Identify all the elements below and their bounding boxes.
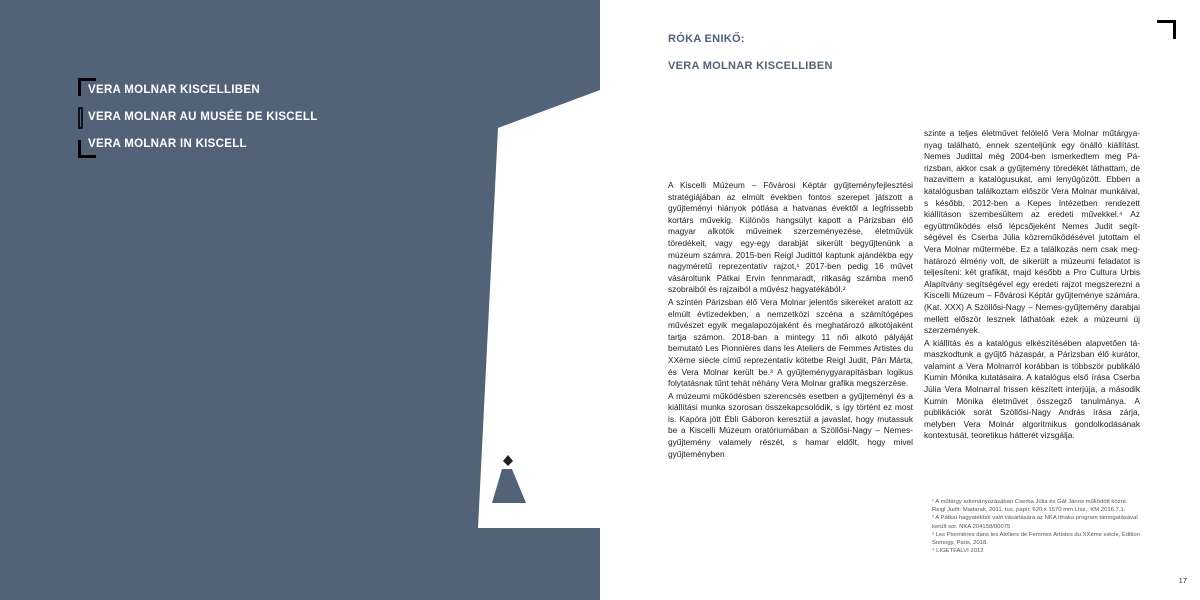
paragraph: szinte a teljes életművet felölelő Vera Molnar műtárgyanyag található, ennek szenteljünk egy önálló kiállítást. Nemes Judittal még 2004-ben ismerkedtem meg Párizsban, akkor csak a gyűjtemény töredékét láthattam, de hazavittem a katalógusukat, ami lenyűgözött. Ebben a katalógusban találkoztam először Vera Molnar munkáival, s később, 2012-ben a Kepes Intézetben rendezett kiállításon szembesültem az eredeti művekkel.⁴ Az együttműködés első lépcsőjeként Nemes Judit segítségével és Cserba Júlia közreműködésével jutottam el Vera Molnar műtermébe. Ez a találkozás nem csak meghatározó élmény volt, de sikerült a múzeumi feladatot is teljesíteni: két grafikát, majd később a Pro Cultura Urbis Alapítvány segítségével egy eredeti rajzot megszerezni a Kiscelli Múzeum – Fővárosi Képtár gyűjteménye számára. (Kat. XXX) A Szöllősi-Nagy – Nemes-gyűjtemény darabjai mellett először lesznek láthatóak ezek a múzeumi új szerzemények. [924, 128, 1140, 336]
corner-mark-icon [1156, 20, 1176, 40]
footnote: ⁴ LIGETFALVI 2012 [932, 548, 984, 555]
page-number: 17 [1178, 576, 1187, 585]
footnote: ³ Les Pionnières dans les Ateliers de Femmes Artistes du XXème siècle, Édition Somogy, Paris, 2018. [932, 531, 1140, 547]
bracket-middle-icon [78, 107, 84, 129]
right-page [600, 0, 1200, 600]
footnote: ¹ A műtárgy adományozásában Cserba Júlia és Gát János működött közre. Reigl Judit: Madarak, 2011, tus, papír, 620 x 1570 mm Ltsz.: KM 2016.7.1. [932, 499, 1128, 514]
text-column-1 [668, 180, 913, 461]
paragraph: A szintén Párizsban élő Vera Molnar jelentős sikereket aratott az elmúlt évtizedekben, a nemzetközi szcéna a számítógépes művészet egyik megalapozójaként és meghatározó alkotójaként tartja számon. 2018-ban a mintegy 11 női alkotó pályáját bemutató Les Pionnières dans les Ateliers de Femmes Artistes du XXème siècle című reprezentatív kötetbe Reigl Judit, Pán Márta, és Vera Molnar került be.³ A gyűjteménygyarapításban logikus folytatásnak tűnt tehát néhány Vera Molnar grafika megszerzése. [668, 296, 913, 389]
author-name: RÓKA ENIKŐ: [668, 33, 745, 45]
triangle-logo-icon [488, 455, 530, 509]
paragraph: A múzeumi működésben szerencsés esetben a gyűjteményi és a kiállítási munka szorosan összekapcsolódik, s így történt ez most is. Kapóra jött Ébli Gáboron keresztül a javaslat, hogy mutassuk be a Kiscelli Múzeum oratóriumában a Szöllősi-Nagy – Nemes-gyűjtemény valamely részét, s hamar eldőlt, hogy mivel gyűjteményben [668, 390, 913, 459]
title-text-fr: VERA MOLNAR AU MUSÉE DE KISCELL [88, 111, 318, 123]
text-column-2 [924, 128, 1140, 443]
footnote: ² A Pátkai-hagyatékból való vásárlására az NKA Ithaka program támogatásával került sor. NKA 204158/00075 [932, 515, 1138, 530]
title-text-en: VERA MOLNAR IN KISCELL [88, 138, 247, 150]
paragraph: A kiállítás és a katalógus elkészítésében alapvetően támaszkodtunk a gyűjtő házaspár, a Párizsban élő kurátor, valamint a Vera Molnarról korábban is többször publikáló Kumin Mónika kutatásaira. A katalógus első írása Cserba Júlia Vera Molnarral frissen készített interjúja, a második Kumin Mónika életművet összegző tanulmánya. A publikációk sorát Szöllősi-Nagy András írása zárja, melyben Vera Molnár algoritmikus gondolkodásának kontextusát, teoretikus hátterét vizsgálja. [924, 337, 1140, 441]
paragraph: A Kiscelli Múzeum – Fővárosi Képtár gyűjteményfejlesztési stratégiájában az elmúlt években fontos szerepet játszott a gyűjteményi hiányok pótlása a hatvanas évektől a legfrissebb kortárs művekig. Különös hangsúlyt kapott a Párizsban élő magyar alkotók műveinek szerzeményezése, életművük töredékeit, vagy egy-egy darabját sikerült begyűjtenünk a múzeum számra. 2015-ben Reigl Judittól kaptunk ajándékba egy nagyméretű reprezentatív rajzot,¹ 2017-ben pedig 16 művet vásároltunk Pátkai Ervin fennmaradt, ritkaság számba menő szobraiból és rajzaiból a művész hagyatékából.² [668, 180, 913, 295]
footnotes [932, 498, 1140, 555]
article-title: VERA MOLNAR KISCELLIBEN [668, 60, 833, 72]
title-text-hu: VERA MOLNAR KISCELLIBEN [88, 84, 260, 96]
